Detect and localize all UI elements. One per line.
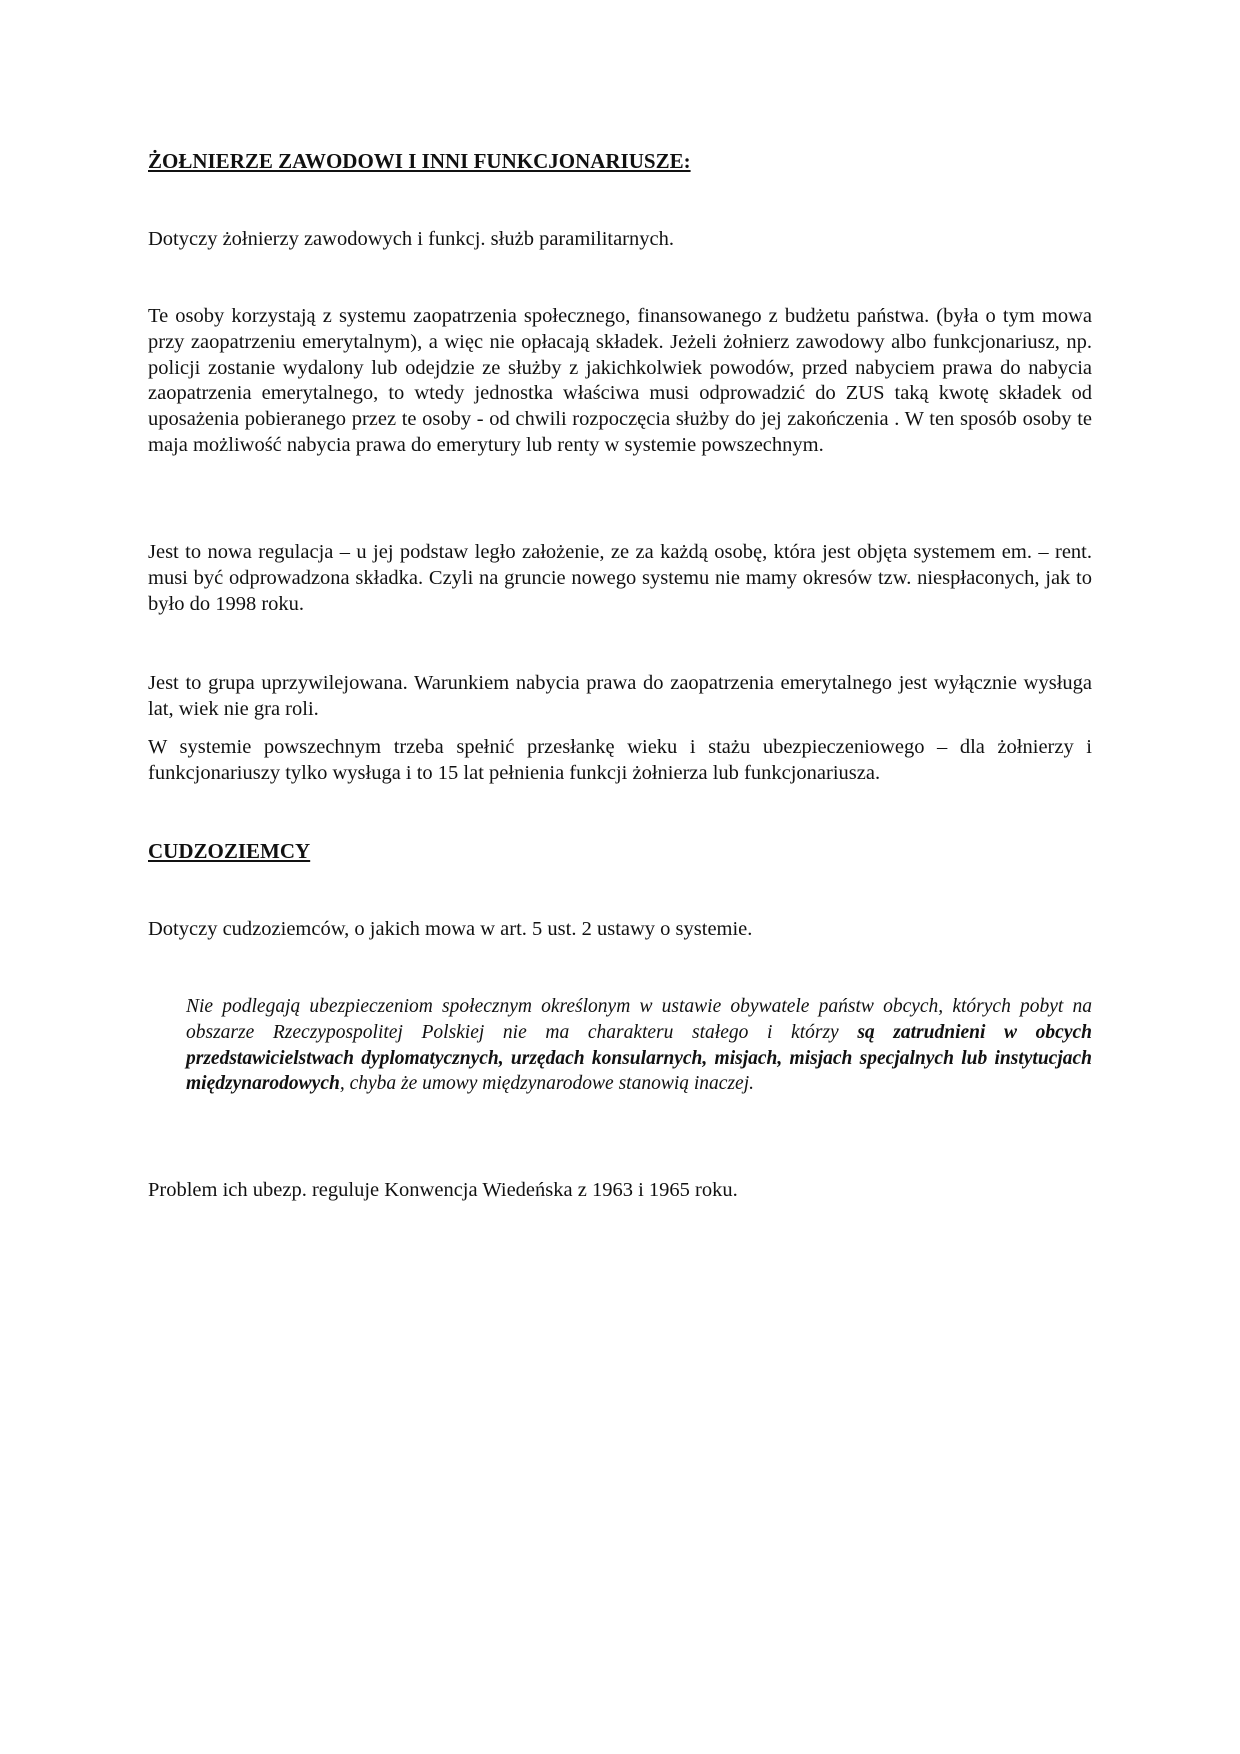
paragraph-vienna-convention: Problem ich ubezp. reguluje Konwencja Wiedeńska z 1963 i 1965 roku. (148, 1179, 738, 1201)
paragraph-soldiers-intro: Dotyczy żołnierzy zawodowych i funkcj. służb paramilitarnych. (148, 228, 674, 250)
quote-text-end: , chyba że umowy międzynarodowe stanowią inaczej. (339, 1073, 754, 1095)
paragraph-social-provision: Te osoby korzystają z systemu zaopatrzenia społecznego, finansowanego z budżetu państwa. (była o tym mowa przy zaopatrzeniu emerytalnym), a więc nie opłacają składek. Jeżeli żołnierz zawodowy albo funkcjonariusz, np. policji zostanie wydalony lub odejdzie ze służby z jakichkolwiek powodów, przed nabyciem prawa do nabycia zaopatrzenia emerytalnego, to wtedy jednostka właściwa musi odprowadzić do ZUS taką kwotę składek od uposażenia pobieranego przez te osoby - od chwili rozpoczęcia służby do jej zakończenia . W ten sposób osoby te maja możliwość nabycia prawa do emerytury lub renty w systemie powszechnym. (148, 305, 1092, 456)
paragraph-new-regulation: Jest to nowa regulacja – u jej podstaw legło założenie, ze za każdą osobę, która jest objęta systemem em. – rent. musi być odprowadzona składka. Czyli na gruncie nowego systemu nie mamy okresów tzw. niespłaconych, jak to było do 1998 roku. (148, 541, 1092, 615)
quote-text-start: Nie podlegają ubezpieczeniom społecznym określonym w ustawie obywatele państw obcych, których pobyt na obszarze Rzeczypospolitej Polskiej nie ma charakteru stałego i którzy (186, 996, 1092, 1043)
paragraph-privileged-group: Jest to grupa uprzywilejowana. Warunkiem nabycia prawa do zaopatrzenia emerytalnego jest wyłącznie wysługa lat, wiek nie gra roli. (148, 672, 1092, 720)
section-heading-soldiers: ŻOŁNIERZE ZAWODOWI I INNI FUNKCJONARIUSZE: (148, 149, 691, 173)
section-heading-foreigners: CUDZOZIEMCY (148, 839, 311, 863)
paragraph-general-system: W systemie powszechnym trzeba spełnić przesłankę wieku i stażu ubezpieczeniowego – dla żołnierzy i funkcjonariuszy tylko wysługa i to 15 lat pełnienia funkcji żołnierza lub funkcjonariusza. (148, 736, 1092, 784)
quote-text-bold: są zatrudnieni w obcych przedstawicielstwach dyplomatycznych, urzędach konsularnych, misjach, misjach specjalnych lub instytucjach międzynarodowych (186, 1021, 1092, 1095)
document-page (148, 0, 1092, 1754)
paragraph-foreigners-intro: Dotyczy cudzoziemców, o jakich mowa w art. 5 ust. 2 ustawy o systemie. (148, 918, 753, 940)
statute-quote (186, 994, 1092, 1097)
